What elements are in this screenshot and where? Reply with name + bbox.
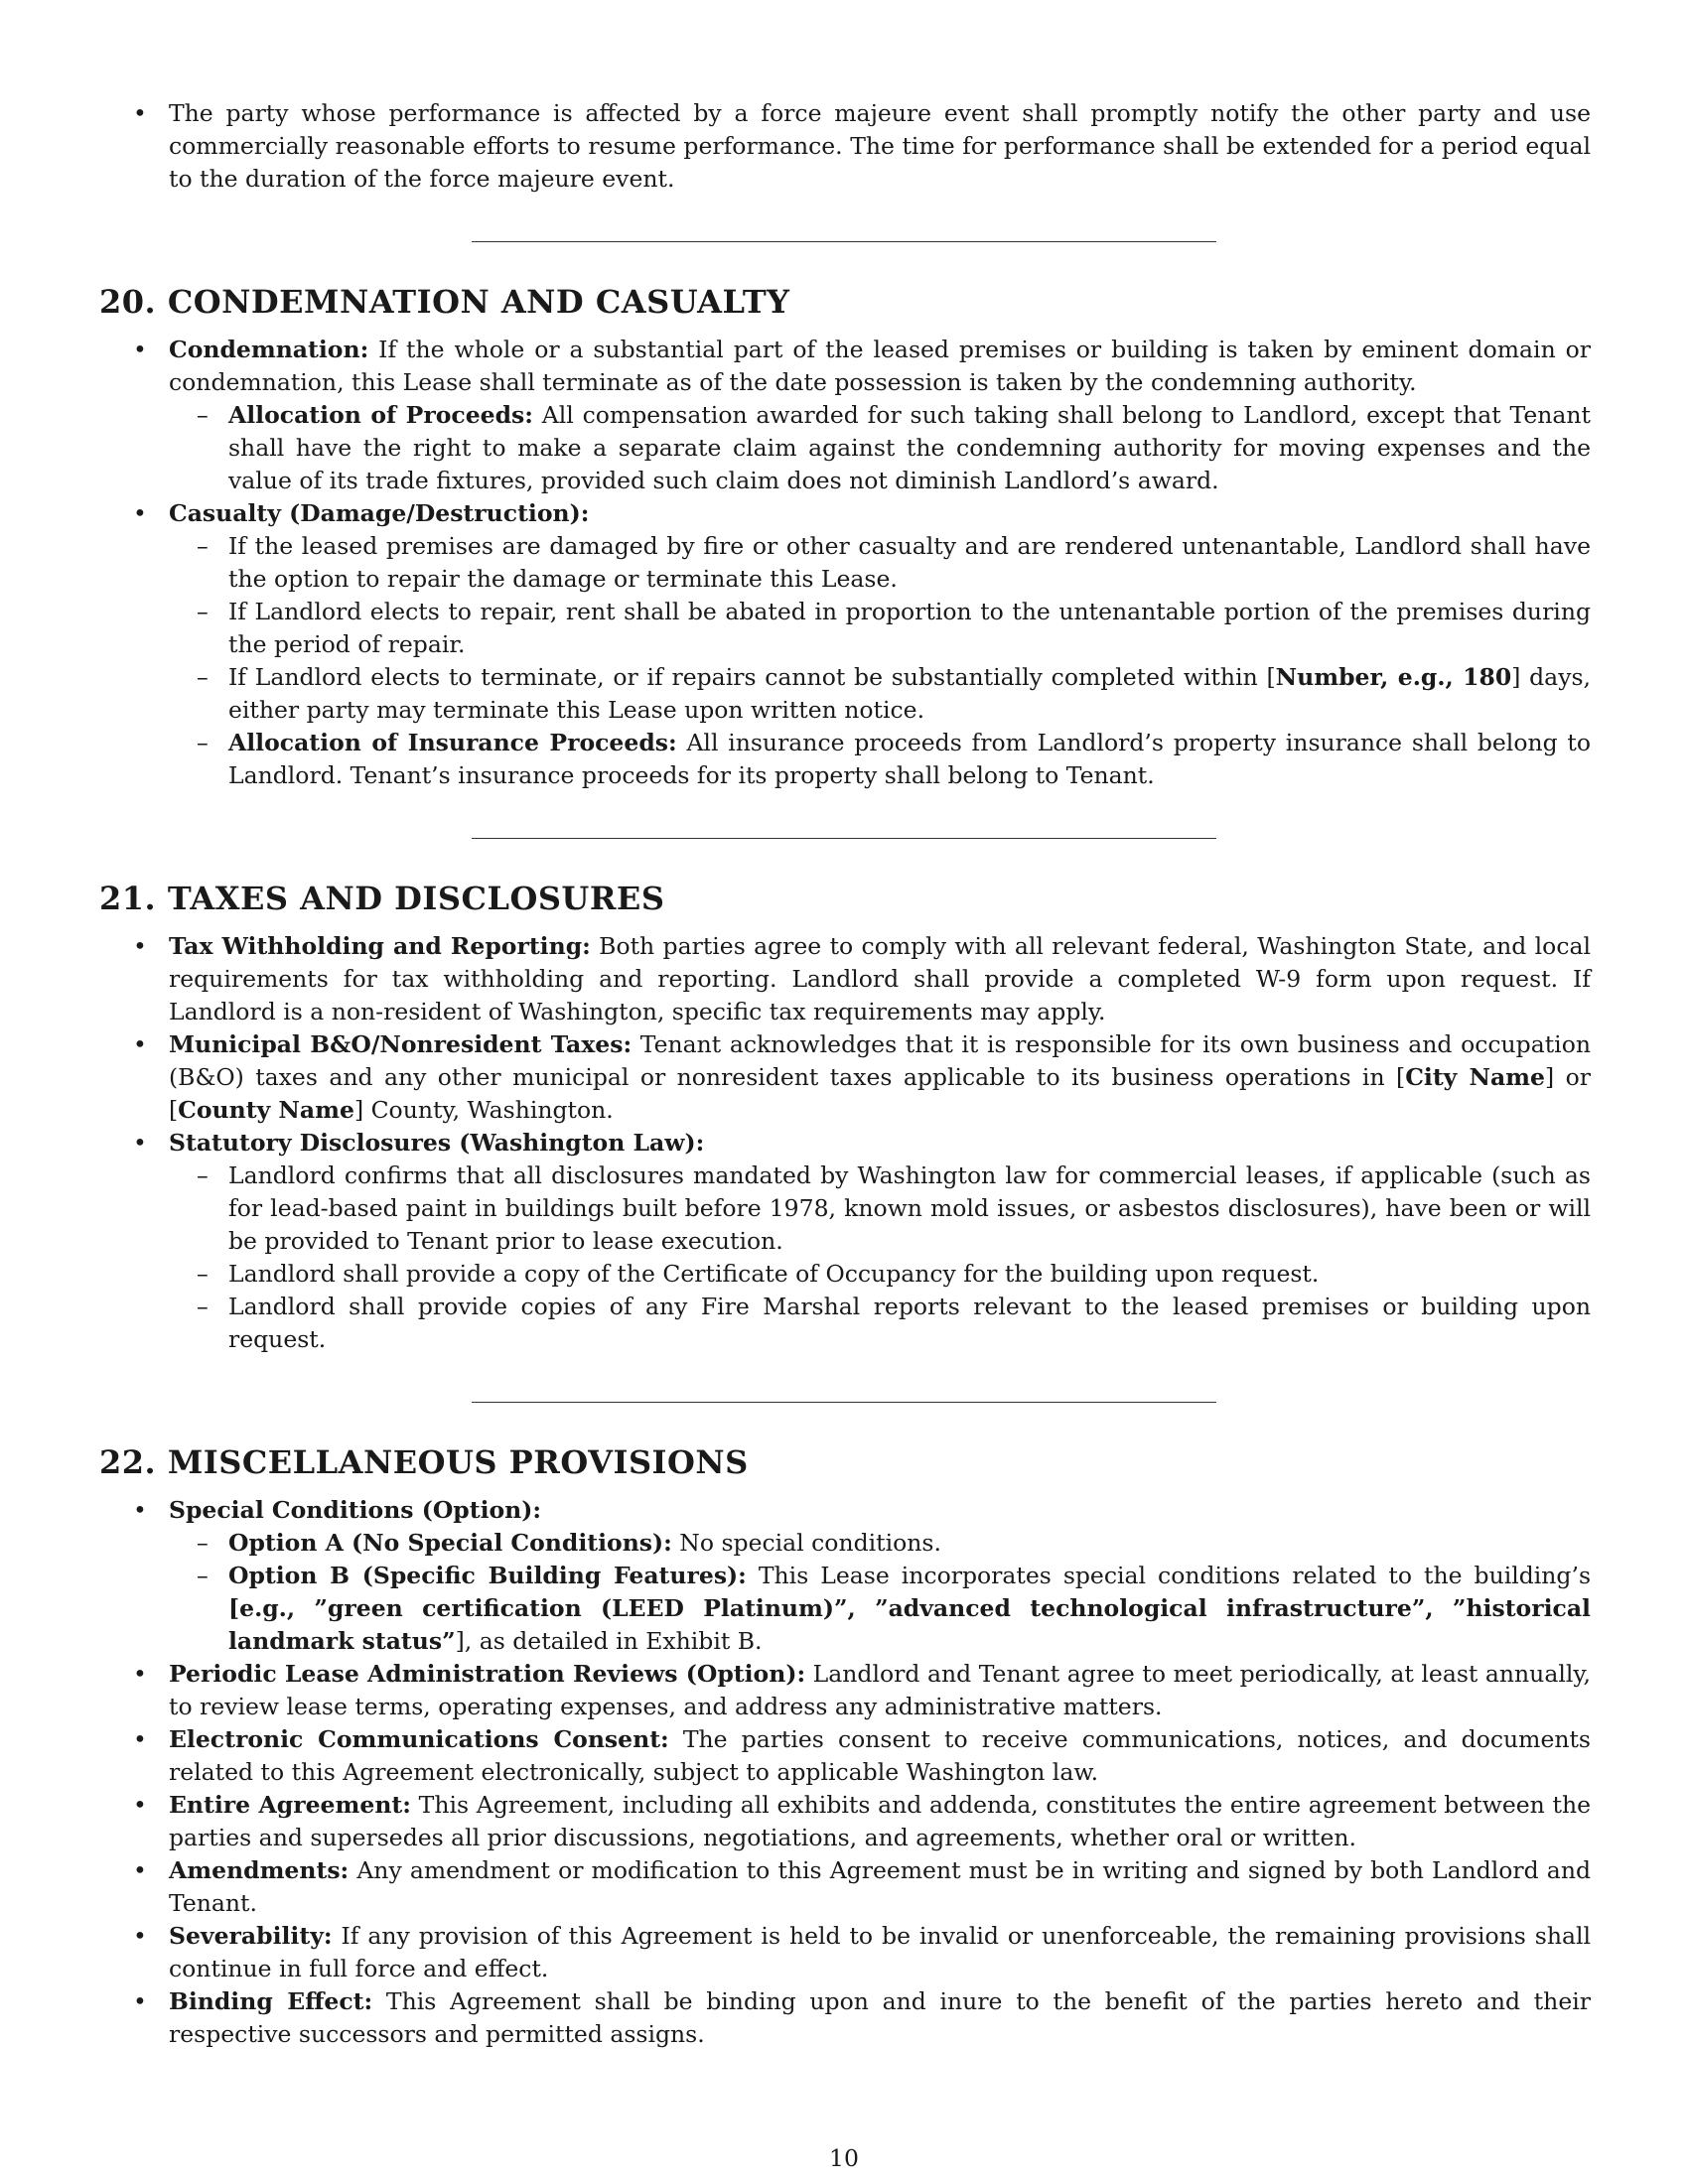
- placeholder-county: County Name: [178, 1096, 354, 1124]
- item-text: Landlord shall provide copies of any Fire Marshal reports relevant to the leased premises or building upon request.: [228, 1293, 1591, 1353]
- sub-list: [169, 530, 1591, 792]
- sub-list-item: [169, 399, 1591, 497]
- list-item: [99, 1127, 1591, 1356]
- item-text: If Landlord elects to terminate, or if repairs cannot be substantially completed within [: [228, 663, 1276, 691]
- item-label: Option A (No Special Conditions):: [228, 1529, 672, 1557]
- item-text: Landlord shall provide a copy of the Certificate of Occupancy for the building upon request.: [228, 1260, 1320, 1288]
- list-item: [99, 1028, 1591, 1127]
- item-text: Tenant acknowledges that it is responsible for its own business and occupation (B&O) taxes and any other municipal or nonresident taxes applicable to its business operations in [: [169, 1030, 1591, 1091]
- item-label: Casualty (Damage/Destruction):: [169, 499, 590, 527]
- placeholder-features: [e.g., ”green certification (LEED Platinum)”, ”advanced technological infrastructure”, ”historical landmark status”: [228, 1594, 1591, 1655]
- item-label: Binding Effect:: [169, 1987, 373, 2015]
- item-text: This Lease incorporates special conditions related to the building’s: [746, 1562, 1591, 1589]
- list-item: [99, 930, 1591, 1028]
- item-text: If any provision of this Agreement is held to be invalid or unenforceable, the remaining provisions shall continue in full force and effect.: [169, 1922, 1591, 1982]
- page-content: [99, 97, 1591, 2051]
- list-item: [99, 97, 1591, 196]
- list-item: [99, 1854, 1591, 1920]
- item-text: Any amendment or modification to this Agreement must be in writing and signed by both Landlord and Tenant.: [169, 1856, 1591, 1917]
- item-text: Landlord confirms that all disclosures mandated by Washington law for commercial leases, if applicable (such as for lead-based paint in buildings built before 1978, known mold issues, or asbestos disclosures), have been or will be provided to Tenant prior to lease execution.: [228, 1161, 1591, 1255]
- page-number: 10: [829, 2144, 859, 2172]
- item-text: All compensation awarded for such taking shall belong to Landlord, except that Tenant shall have the right to make a separate claim against the condemning authority for moving expenses and the value of its trade fixtures, provided such claim does not diminish Landlord’s award.: [228, 401, 1592, 494]
- force-majeure-list: [99, 97, 1591, 196]
- list-item: [99, 334, 1591, 497]
- item-text: ] or [: [169, 1063, 1591, 1124]
- list-item: [99, 1658, 1591, 1723]
- item-label: Allocation of Insurance Proceeds:: [228, 729, 677, 756]
- sub-list-item: [169, 1291, 1591, 1356]
- item-text: If the leased premises are damaged by fire or other casualty and are rendered untenantable, Landlord shall have the option to repair the damage or terminate this Lease.: [228, 532, 1591, 593]
- sub-list-item: [169, 727, 1591, 792]
- placeholder-city: City Name: [1405, 1063, 1545, 1091]
- item-label: Entire Agreement:: [169, 1791, 411, 1819]
- item-text: ] days, either party may terminate this Lease upon written notice.: [228, 663, 1591, 724]
- item-label: Municipal B&O/Nonresident Taxes:: [169, 1030, 633, 1058]
- item-text: If Landlord elects to repair, rent shall be abated in proportion to the untenantable portion of the premises during the period of repair.: [228, 598, 1591, 658]
- item-text: Landlord and Tenant agree to meet periodically, at least annually, to review lease terms, operating expenses, and address any administrative matters.: [169, 1660, 1591, 1720]
- item-label: Option B (Specific Building Features):: [228, 1562, 747, 1589]
- sub-list-item: [169, 530, 1591, 596]
- section-divider: [472, 838, 1216, 839]
- item-label: Allocation of Proceeds:: [228, 401, 533, 429]
- item-text: If the whole or a substantial part of the leased premises or building is taken by eminent domain or condemnation, this Lease shall terminate as of the date possession is taken by the condemning authority.: [169, 336, 1591, 396]
- section-21-list: [99, 930, 1591, 1356]
- list-item: [99, 1789, 1591, 1854]
- item-label: Condemnation:: [169, 336, 369, 363]
- list-item: [99, 1920, 1591, 1985]
- item-label: Electronic Communications Consent:: [169, 1725, 669, 1753]
- item-label: Amendments:: [169, 1856, 350, 1884]
- sub-list-item: [169, 1258, 1591, 1291]
- section-20-list: [99, 334, 1591, 792]
- item-text: This Agreement shall be binding upon and inure to the benefit of the parties hereto and their respective successors and permitted assigns.: [169, 1987, 1591, 2048]
- sub-list-item: [169, 661, 1591, 727]
- list-item: [99, 497, 1591, 792]
- item-label: Severability:: [169, 1922, 333, 1950]
- item-text: All insurance proceeds from Landlord’s property insurance shall belong to Landlord. Tenant’s insurance proceeds for its property shall belong to Tenant.: [228, 729, 1592, 789]
- item-text: This Agreement, including all exhibits and addenda, constitutes the entire agreement between the parties and supersedes all prior discussions, negotiations, and agreements, whether oral or written.: [169, 1791, 1591, 1851]
- sub-list-item: [169, 1160, 1591, 1258]
- item-text: ] County, Washington.: [353, 1096, 614, 1124]
- sub-list: [169, 1527, 1591, 1658]
- sub-list-item: [169, 596, 1591, 661]
- list-item: [99, 1723, 1591, 1789]
- sub-list: [169, 399, 1591, 497]
- sub-list-item: [169, 1527, 1591, 1560]
- sub-list: [169, 1160, 1591, 1356]
- section-20-heading: 20. CONDEMNATION AND CASUALTY: [99, 283, 790, 321]
- item-label: Tax Withholding and Reporting:: [169, 932, 591, 960]
- section-22-heading: 22. MISCELLANEOUS PROVISIONS: [99, 1443, 749, 1481]
- sub-list-item: [169, 1560, 1591, 1658]
- item-text: ], as detailed in Exhibit B.: [455, 1627, 763, 1655]
- item-label: Periodic Lease Administration Reviews (Option):: [169, 1660, 806, 1688]
- item-text: The parties consent to receive communications, notices, and documents related to this Agreement electronically, subject to applicable Washington law.: [169, 1725, 1591, 1786]
- list-item: [99, 1494, 1591, 1658]
- section-divider: [472, 1402, 1216, 1403]
- placeholder-number: Number, e.g., 180: [1275, 663, 1512, 691]
- list-item: [99, 1985, 1591, 2051]
- section-divider: [472, 241, 1216, 242]
- item-text: No special conditions.: [671, 1529, 941, 1557]
- force-majeure-notice-text: The party whose performance is affected by a force majeure event shall promptly notify the other party and use commercially reasonable efforts to resume performance. The time for performance shall be extended for a period equal to the duration of the force majeure event.: [169, 99, 1591, 193]
- item-text: Both parties agree to comply with all relevant federal, Washington State, and local requirements for tax withholding and reporting. Landlord shall provide a completed W-9 form upon request. If Landlord is a non-resident of Washington, specific tax requirements may apply.: [169, 932, 1592, 1025]
- section-22-list: [99, 1494, 1591, 2051]
- item-label: Statutory Disclosures (Washington Law):: [169, 1129, 705, 1157]
- section-21-heading: 21. TAXES AND DISCLOSURES: [99, 880, 665, 917]
- item-label: Special Conditions (Option):: [169, 1496, 542, 1524]
